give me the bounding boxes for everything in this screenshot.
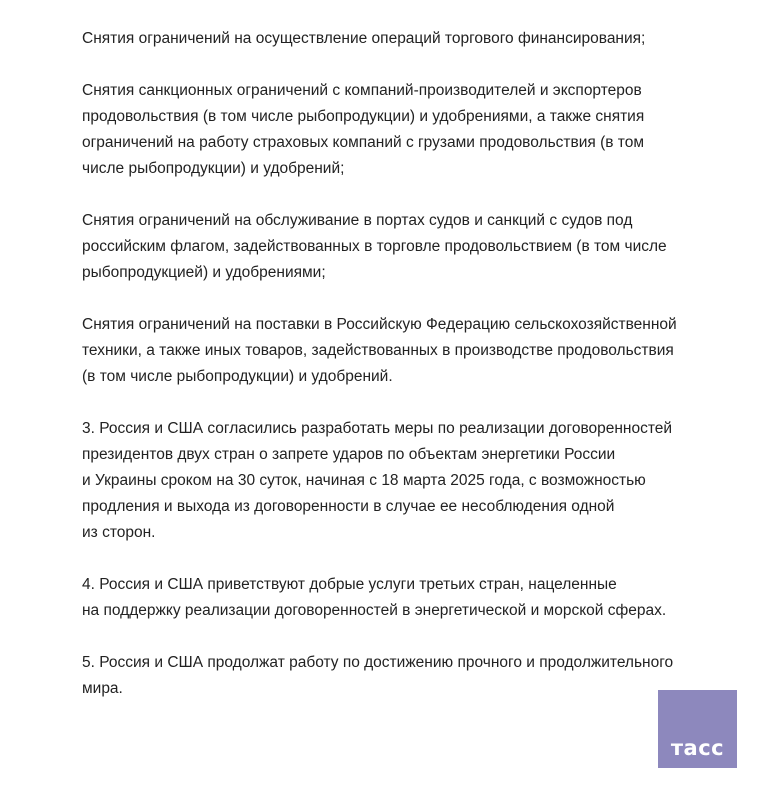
text-line: Снятия санкционных ограничений с компаний-производителей и экспортеров — [82, 82, 642, 99]
tass-logo — [658, 690, 737, 768]
text-line: президентов двух стран о запрете ударов по объектам энергетики России — [82, 446, 616, 463]
text-line: техники, а также иных товаров, задействованных в производстве продовольствия — [82, 342, 674, 359]
text-line: (в том числе рыбопродукции) и удобрений. — [82, 368, 393, 385]
paragraph-point-3 — [82, 416, 722, 546]
text-line: ограничений на работу страховых компаний с грузами продовольствия (в том — [82, 134, 644, 151]
text-line: на поддержку реализации договоренностей в энергетической и морской сферах. — [82, 602, 667, 619]
article-body — [82, 26, 722, 728]
paragraph-ports — [82, 208, 722, 286]
paragraph-point-5 — [82, 650, 722, 702]
text-line: российским флагом, задействованных в торговле продовольствием (в том числе — [82, 238, 667, 255]
text-line: из сторон. — [82, 524, 156, 541]
text-line: 3. Россия и США согласились разработать меры по реализации договоренностей — [82, 420, 673, 437]
text-line: продления и выхода из договоренности в случае ее несоблюдения одной — [82, 498, 615, 515]
text-line: Снятия ограничений на обслуживание в портах судов и санкций с судов под — [82, 212, 633, 229]
tass-logo-text: тасс — [670, 736, 725, 760]
text-line: мира. — [82, 680, 123, 697]
text-line: продовольствия (в том числе рыбопродукции) и удобрениями, а также снятия — [82, 108, 645, 125]
text-line: числе рыбопродукции) и удобрений; — [82, 160, 345, 177]
text-line: 5. Россия и США продолжат работу по достижению прочного и продолжительного — [82, 654, 674, 671]
text-line: 4. Россия и США приветствуют добрые услуги третьих стран, нацеленные — [82, 576, 617, 593]
paragraph-point-4 — [82, 572, 722, 624]
text-line: рыбопродукцией) и удобрениями; — [82, 264, 326, 281]
paragraph-trade-finance — [82, 26, 722, 52]
text-line: Снятия ограничений на поставки в Российскую Федерацию сельскохозяйственной — [82, 316, 677, 333]
paragraph-sanctions-exporters — [82, 78, 722, 182]
paragraph-machinery — [82, 312, 722, 390]
text-line: и Украины сроком на 30 суток, начиная с 18 марта 2025 года, с возможностью — [82, 472, 646, 489]
text-line: Снятия ограничений на осуществление операций торгового финансирования; — [82, 30, 646, 47]
